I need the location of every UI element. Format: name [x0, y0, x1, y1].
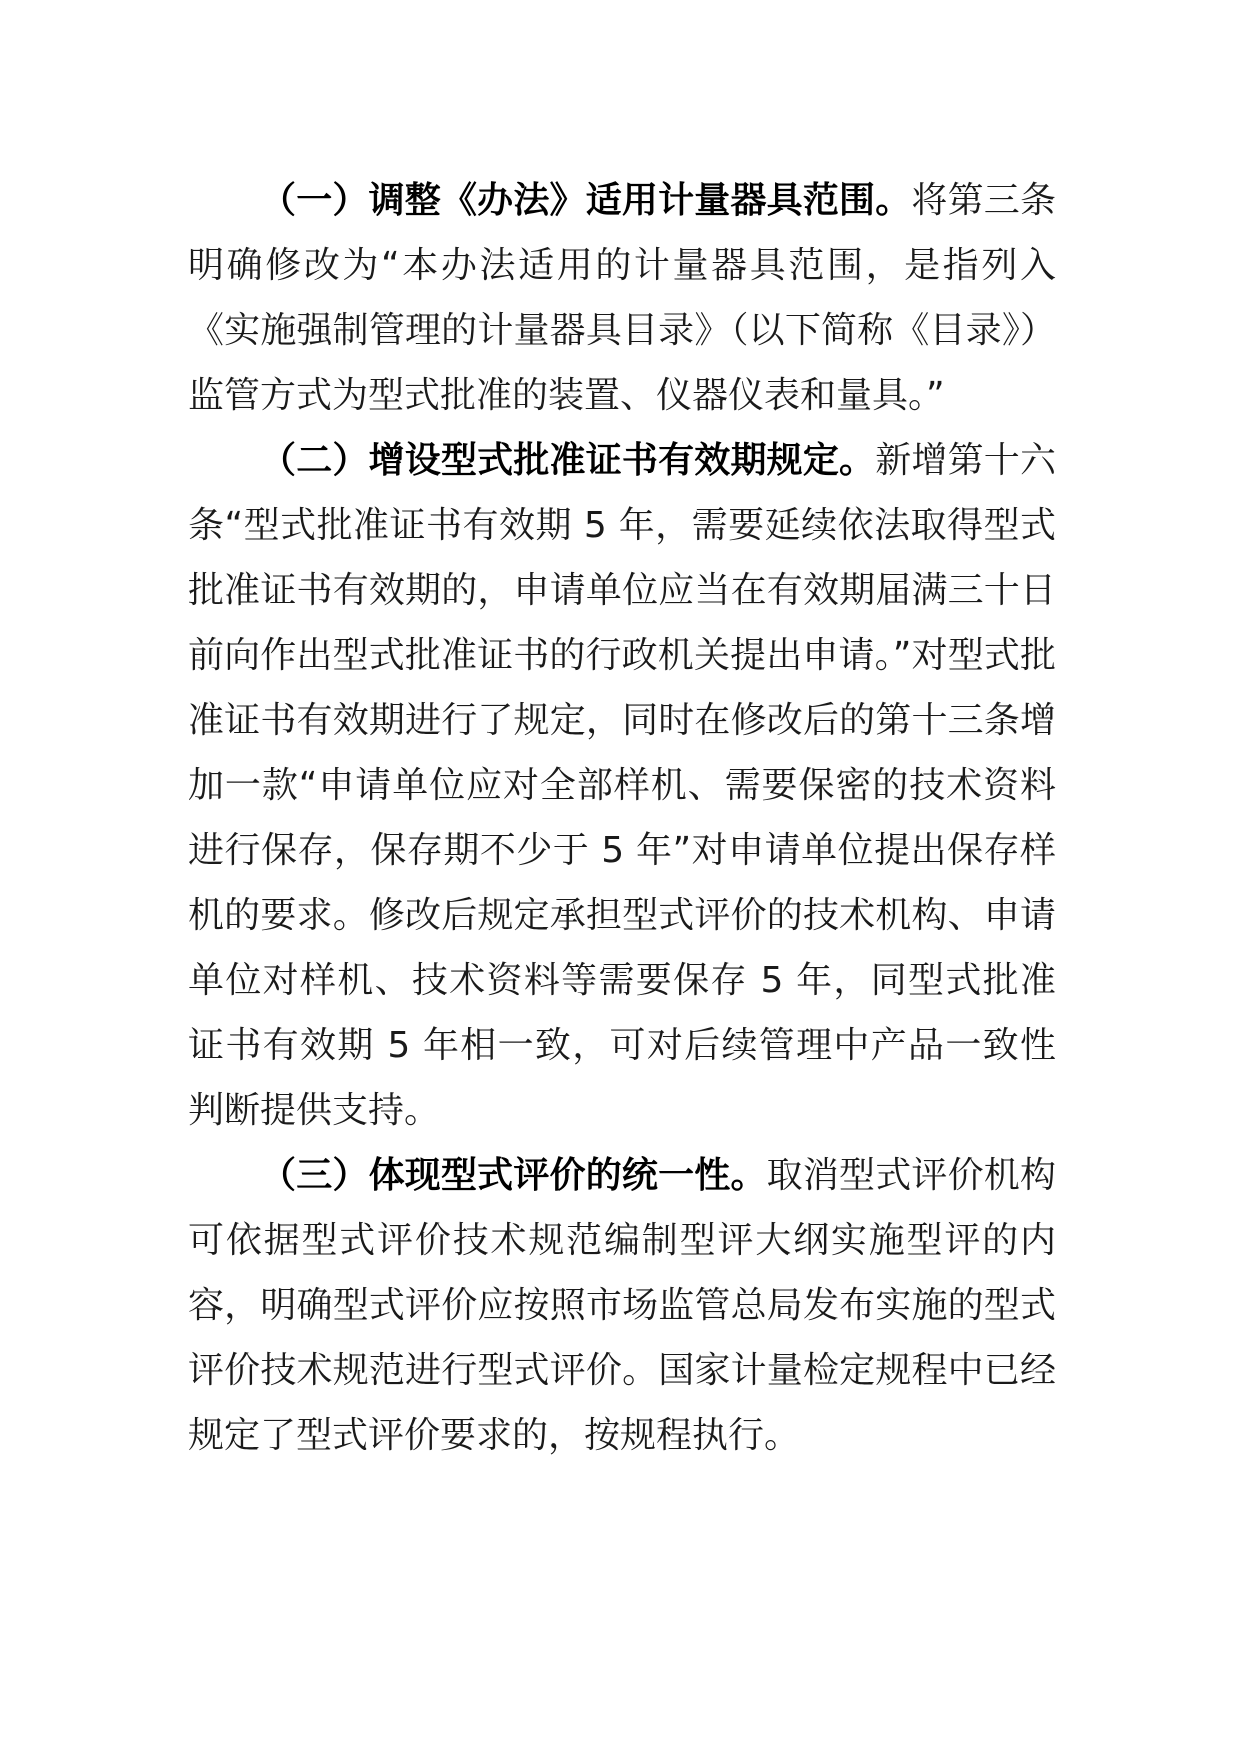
paragraph-heading: （三）体现型式评价的统一性。: [260, 1155, 767, 1196]
paragraph-validity: [188, 428, 1056, 1143]
paragraph-uniformity: [188, 1143, 1056, 1468]
paragraph-body: 取消型式评价机构可依据型式评价技术规范编制型评大纲实施型评的内容，明确型式评价应按照市场监管总局发布实施的型式评价技术规范进行型式评价。国家计量检定规程中已经规定了型式评价要求的，按规程执行。: [188, 1155, 1056, 1456]
paragraph-scope: [188, 168, 1056, 428]
paragraph-body: 新增第十六条“型式批准证书有效期 5 年，需要延续依法取得型式批准证书有效期的，申请单位应当在有效期届满三十日前向作出型式批准证书的行政机关提出申请。”对型式批准证书有效期进行了规定，同时在修改后的第十三条增加一款“申请单位应对全部样机、需要保密的技术资料进行保存，保存期不少于 5 年”对申请单位提出保存样机的要求。修改后规定承担型式评价的技术机构、申请单位对样机、技术资料等需要保存 5 年，同型式批准证书有效期 5 年相一致，可对后续管理中产品一致性判断提供支持。: [188, 440, 1056, 1131]
document-page: [188, 168, 1056, 1468]
paragraph-body: 将第三条明确修改为“本办法适用的计量器具范围，是指列入《实施强制管理的计量器具目录》（以下简称《目录》）监管方式为型式批准的装置、仪器仪表和量具。”: [188, 180, 1056, 416]
paragraph-heading: （二）增设型式批准证书有效期规定。: [260, 440, 876, 481]
paragraph-heading: （一）调整《办法》适用计量器具范围。: [260, 180, 912, 221]
